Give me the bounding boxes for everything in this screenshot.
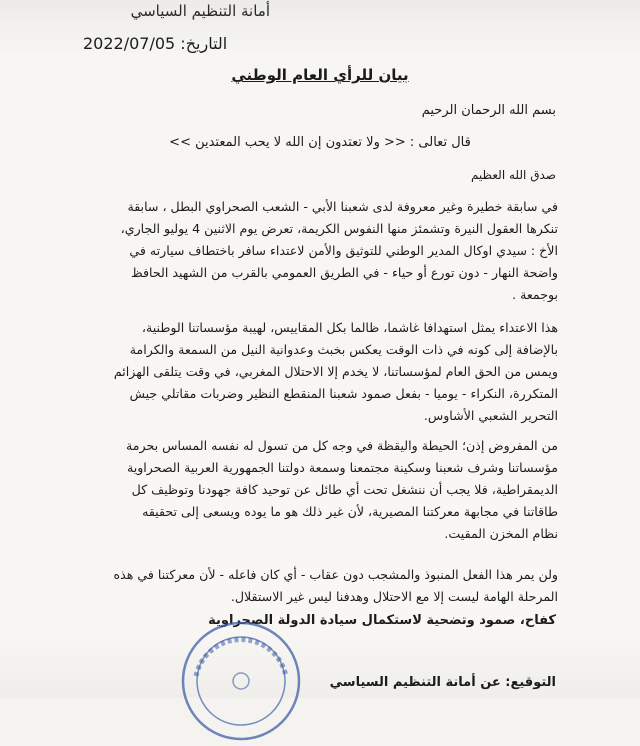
paragraph-line: طاقاتنا في مجابهة معركتنا المصيرية، لأن غير ذلك هو ما يوده ويسعى إلى تحقيقه bbox=[142, 504, 558, 519]
paragraph-2 bbox=[80, 317, 558, 427]
statement-title: بيان للرأي العام الوطني bbox=[231, 66, 409, 84]
paragraph-line: واضحة النهار - دون تورع أو حياء - في الطريق العمومي بالقرب من الشهيد الحافظ bbox=[131, 265, 558, 280]
paragraph-line: الديمقراطية، فلا يجب أن ننشغل تحت أي طائل عن توحيد كافة جهودنا وتوظيف كل bbox=[131, 482, 558, 497]
basmala: بسم الله الرحمان الرحيم bbox=[421, 103, 556, 118]
header-org: أمانة التنظيم السياسي bbox=[130, 2, 270, 20]
paragraph-line: ولن يمر هذا الفعل المنبوذ والمشجب دون عقاب - أي كان فاعله - لأن معركتنا في هذه bbox=[113, 567, 558, 582]
paragraph-line: بالإضافة إلى كونه في ذات الوقت يعكس بخبث وعدوانية النيل من السمعة والكرامة bbox=[129, 342, 558, 357]
paragraph-3 bbox=[80, 435, 558, 545]
paragraph-line: هذا الاعتداء يمثل استهدافا غاشما، ظالما بكل المقاييس، لهيبة مؤسساتنا الوطنية، bbox=[141, 320, 558, 335]
paragraph-line: ويمس من الحق العام لمؤسساتنا، لا يخدم إلا الاحتلال المغربي، في وقت يتلقى الهزائم bbox=[113, 364, 558, 379]
paragraph-line: من المفروض إذن؛ الحيطة واليقظة في وجه كل من تسول له نفسه المساس بحرمة bbox=[126, 438, 558, 453]
paragraph-1 bbox=[80, 196, 558, 306]
quran-quote: قال تعالى : << ولا تعتدون إن الله لا يحب المعتدين >> bbox=[169, 135, 471, 150]
official-stamp bbox=[176, 616, 306, 746]
paragraph-line: في سابقة خطيرة وغير معروفة لدى شعبنا الأبي - الشعب الصحراوي البطل ، سابقة bbox=[127, 199, 558, 214]
paragraph-line: مؤسساتنا وشرف شعبنا وسكينة مجتمعنا وسمعة دولتنا الجمهورية العربية الصحراوية bbox=[126, 460, 558, 475]
paragraph-4 bbox=[80, 564, 558, 608]
paragraph-line: نظام المخزن المقيت. bbox=[444, 526, 558, 541]
paragraph-line: المرحلة الهامة ليست إلا مع الاحتلال وهدفنا ليس غير الاستقلال. bbox=[230, 589, 558, 604]
closing-slogan: كفاح، صمود وتضحية لاستكمال سيادة الدولة الصحراوية bbox=[208, 613, 556, 628]
sadaq-line: صدق الله العظيم bbox=[470, 168, 556, 182]
paragraph-line: المتكررة، النكراء - يوميا - بفعل صمود شعبنا المنقطع النظير وضربات مقاتلي جيش bbox=[129, 386, 558, 401]
signature-line: التوقيع: عن أمانة التنظيم السياسي bbox=[329, 675, 556, 690]
paragraph-line: التحرير الشعبي الأشاوس. bbox=[423, 408, 558, 423]
paragraph-line: تنكرها العقول النيرة وتشمئز منها النفوس الكريمة، تعرض يوم الاثنين 4 يوليو الجاري، bbox=[120, 221, 558, 236]
paragraph-line: بوجمعة . bbox=[512, 287, 558, 302]
date-line: التاريخ: 2022/07/05 bbox=[83, 34, 228, 53]
paragraph-line: الأخ : سيدي اوكال المدير الوطني للتوثيق والأمن لاعتداء سافر باختطاف سيارته في bbox=[129, 243, 558, 258]
